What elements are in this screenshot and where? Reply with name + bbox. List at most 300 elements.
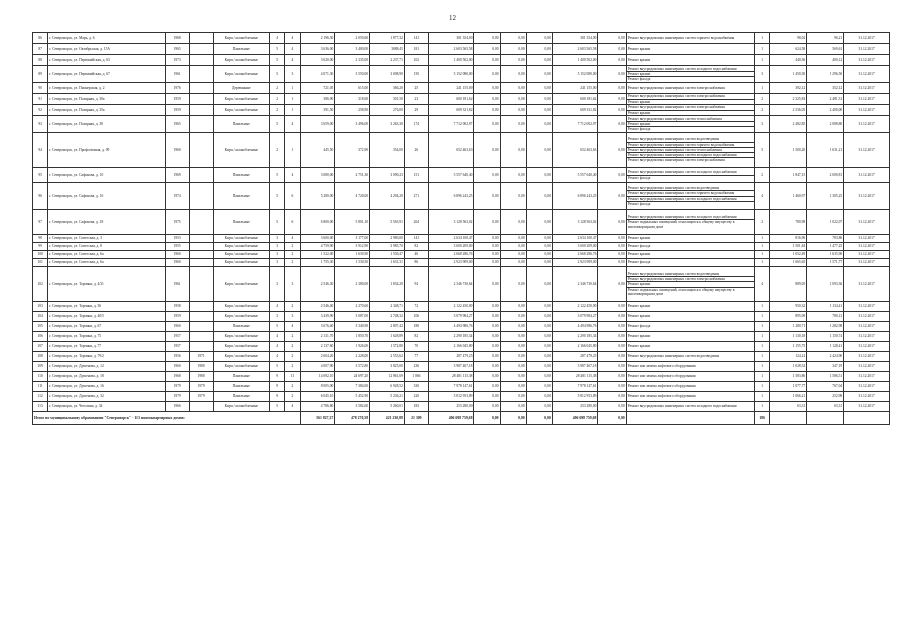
total-cost: 609 331,82 <box>428 105 474 116</box>
works-list <box>626 372 754 382</box>
residents: 82 <box>404 243 428 251</box>
table-row <box>33 259 890 267</box>
residents: 183 <box>404 402 428 412</box>
fund-cost: 0,00 <box>474 259 500 267</box>
unit-cost-1: 392,12 <box>770 83 807 94</box>
works-count: 1 <box>755 362 770 372</box>
fund-cost: 0,00 <box>474 312 500 322</box>
municipal-cost: 0,00 <box>526 235 552 243</box>
works-count: 1 <box>755 332 770 342</box>
municipal-cost: 0,00 <box>526 83 552 94</box>
table-row <box>33 183 890 210</box>
wall-material: Кирп./ шлакоблочные <box>213 33 270 44</box>
address: г. Североморск, ул. Сафонова, д. 18 <box>48 210 165 235</box>
other-cost: 0,00 <box>598 372 626 382</box>
works-list <box>626 342 754 352</box>
total-cost: 5 812 953,89 <box>428 392 474 402</box>
total-cost: 3 600 209,00 <box>428 243 474 251</box>
regional-cost: 0,00 <box>500 352 526 362</box>
unit-cost-1: 1 665,65 <box>770 259 807 267</box>
living-area: 5 801,10 <box>335 210 370 235</box>
total-cost: 2 603 565,58 <box>428 44 474 55</box>
fund-cost: 0,00 <box>474 392 500 402</box>
residents: 40 <box>404 251 428 259</box>
unit-cost-2: 347,19 <box>807 362 844 372</box>
build-year: 1957 <box>165 342 189 352</box>
living-area: 3 087,00 <box>335 312 370 322</box>
row-number: 99 <box>33 243 48 251</box>
living-area: 1 850,70 <box>335 332 370 342</box>
owners-cost: 5 812 953,89 <box>552 392 598 402</box>
wall-material: Деревянные <box>213 83 270 94</box>
table-row <box>33 267 890 302</box>
residents: 151 <box>404 168 428 183</box>
address: г. Североморск, ул. Марь, д. 6 <box>48 33 165 44</box>
municipal-cost: 0,00 <box>526 210 552 235</box>
row-number: 100 <box>33 251 48 259</box>
owners-cost: 652 463,63 <box>552 133 598 168</box>
residents: 174 <box>404 116 428 133</box>
total-area: 2 137,60 <box>300 342 335 352</box>
unit-cost-1: 440,56 <box>770 55 807 66</box>
private-area: 2 980,00 <box>370 235 405 243</box>
work-type: Ремонт фасада <box>627 175 651 180</box>
works-list <box>626 302 754 312</box>
floors: 4 <box>270 332 285 342</box>
work-type: Ремонт внутридомовых инженерных систем холодного водоснабжения <box>627 170 754 175</box>
row-number: 110 <box>33 372 48 382</box>
entrances: 2 <box>285 259 300 267</box>
other-cost: 0,00 <box>598 342 626 352</box>
work-type: Ремонт внутридомовых инженерных систем горячего водоснабжения <box>627 143 754 148</box>
work-type: Ремонт внутридомовых инженерных систем холодного водоснабжения <box>627 67 754 72</box>
work-type: Ремонт подвальных помещений, относящихся к общему имуществу в многоквартирном доме <box>627 220 735 229</box>
floors: 9 <box>270 372 285 382</box>
work-type: Ремонт крыши <box>627 314 651 319</box>
address: г. Североморск, ул. Торпина, д. 40/5 <box>48 312 165 322</box>
works-list <box>626 83 754 94</box>
unit-cost-1: 780,98 <box>770 210 807 235</box>
municipal-cost: 0,00 <box>526 94 552 105</box>
total-area: 3 439,90 <box>300 312 335 322</box>
unit-cost-2: 2 088,80 <box>807 116 844 133</box>
fund-cost: 0,00 <box>474 243 500 251</box>
regional-cost: 0,00 <box>500 55 526 66</box>
private-area: 301,50 <box>370 94 405 105</box>
work-type: Ремонт внутридомовых инженерных систем электроснабжения <box>627 94 754 99</box>
floors: 3 <box>270 312 285 322</box>
address: г. Североморск, ул. Душенова, д. 32 <box>48 392 165 402</box>
address: г. Североморск, ул. Полярная, д. 30а <box>48 94 165 105</box>
unit-empty-1 <box>770 412 807 425</box>
living-area: 615,00 <box>335 83 370 94</box>
residents: 29 <box>404 105 428 116</box>
date-empty <box>844 412 890 425</box>
renovation-year <box>189 342 213 352</box>
living-area: 7 384,00 <box>335 382 370 392</box>
total-cost: 4 494 986,76 <box>428 322 474 332</box>
works-count: 1 <box>755 312 770 322</box>
municipal-cost: 0,00 <box>526 168 552 183</box>
total-cost: 2 290 185,34 <box>428 332 474 342</box>
residents: 1 066 <box>404 372 428 382</box>
address: г. Североморск, ул. Первомайская, д. 67 <box>48 66 165 83</box>
regional-cost: 0,00 <box>500 259 526 267</box>
other-cost: 0,00 <box>598 168 626 183</box>
table-row <box>33 382 890 392</box>
unit-cost-2: 2 000,81 <box>807 168 844 183</box>
total-area: 2 546,40 <box>300 302 335 312</box>
works-count: 1 <box>755 352 770 362</box>
unit-cost-1: 1 280,71 <box>770 322 807 332</box>
row-number: 105 <box>33 322 48 332</box>
work-type: Ремонт фасада <box>627 201 651 206</box>
work-type: Ремонт крыши <box>627 122 754 127</box>
work-type: Ремонт крыши <box>627 99 651 104</box>
regional-cost: 0,00 <box>500 267 526 302</box>
entrances: 4 <box>285 402 300 412</box>
living-area: 2 270,60 <box>335 302 370 312</box>
table-row <box>33 392 890 402</box>
works-count: 1 <box>755 322 770 332</box>
owners-cost: 2 923 909,00 <box>552 259 598 267</box>
municipal-cost: 0,00 <box>526 259 552 267</box>
renovation-year <box>189 33 213 44</box>
entrances: 6 <box>285 210 300 235</box>
total-area-sum: 561 827,27 <box>300 412 335 425</box>
floors: 5 <box>270 66 285 83</box>
living-area: 5 452,90 <box>335 392 370 402</box>
regional-cost: 0,00 <box>500 322 526 332</box>
total-cost-sum: 406 698 759,68 <box>428 412 474 425</box>
unit-cost-2: 63,31 <box>807 402 844 412</box>
work-type: Ремонт крыши <box>627 304 651 309</box>
wall-material: Панельные <box>213 392 270 402</box>
other-cost: 0,00 <box>598 55 626 66</box>
work-type: Ремонт фасада <box>627 260 651 265</box>
fund-cost: 0,00 <box>474 382 500 392</box>
owners-cost: 5 152 080,00 <box>552 66 598 83</box>
living-area: 3 912,90 <box>335 243 370 251</box>
total-cost: 5 557 640,40 <box>428 168 474 183</box>
table-row <box>33 332 890 342</box>
municipal-cost: 0,00 <box>526 105 552 116</box>
build-year: 1960 <box>165 322 189 332</box>
private-area: 1 877,32 <box>370 33 405 44</box>
address: г. Североморск, ул. Душенова, д. 18 <box>48 372 165 382</box>
unit-cost-1: 98,02 <box>770 33 807 44</box>
build-year: 1975 <box>165 210 189 235</box>
address: г. Североморск, ул. Советская, д. 6а <box>48 259 165 267</box>
other-cost: 0,00 <box>598 332 626 342</box>
works-list <box>626 168 754 183</box>
unit-cost-1: 816,96 <box>770 235 807 243</box>
address: г. Североморск, ул. Сафонова, д. 16 <box>48 183 165 210</box>
regional-cost: 0,00 <box>500 66 526 83</box>
floors: 4 <box>270 302 285 312</box>
owners-cost: 3 128 563,02 <box>552 210 598 235</box>
fund-cost: 0,00 <box>474 168 500 183</box>
residents: 23 <box>404 94 428 105</box>
works-list <box>626 94 754 105</box>
unit-cost-2: 2 400,00 <box>807 105 844 116</box>
completion-date: 31.12.2017 <box>844 168 890 183</box>
row-number: 86 <box>33 33 48 44</box>
unit-cost-1: 2 325,83 <box>770 94 807 105</box>
renovation-year <box>189 322 213 332</box>
row-number: 88 <box>33 55 48 66</box>
living-area: 24 697,20 <box>335 372 370 382</box>
completion-date: 31.12.2017 <box>844 392 890 402</box>
residents: 102 <box>404 55 428 66</box>
other-cost: 0,00 <box>598 402 626 412</box>
renovation-year: 1980 <box>189 362 213 372</box>
works-count: 1 <box>755 83 770 94</box>
unit-cost-2: 1 022,07 <box>807 210 844 235</box>
renovation-year <box>189 116 213 133</box>
entrances: 1 <box>285 94 300 105</box>
total-cost: 600 181,62 <box>428 94 474 105</box>
completion-date: 31.12.2017 <box>844 302 890 312</box>
works-list <box>626 210 754 235</box>
fund-cost: 0,00 <box>474 235 500 243</box>
total-area: 4 007,90 <box>300 362 335 372</box>
fund-cost: 0,00 <box>474 133 500 168</box>
address: г. Североморск, ул. Первомайская, д. 63 <box>48 55 165 66</box>
entrances: 2 <box>285 392 300 402</box>
wall-material: Кирп./ шлакоблочные <box>213 243 270 251</box>
unit-cost-2: 352,12 <box>807 83 844 94</box>
municipal-cost: 0,00 <box>526 66 552 83</box>
municipal-cost: 0,00 <box>526 251 552 259</box>
address: г. Североморск, ул. Советская, д. 6а <box>48 251 165 259</box>
owners-cost: 3 079 984,27 <box>552 312 598 322</box>
build-year: 1959 <box>165 312 189 322</box>
works-count: 2 <box>755 210 770 235</box>
municipal-cost: 0,00 <box>526 342 552 352</box>
living-area: 2 228,00 <box>335 352 370 362</box>
private-area: 1 530,47 <box>370 251 405 259</box>
table-row <box>33 116 890 133</box>
completion-date: 31.12.2017 <box>844 235 890 243</box>
table-row <box>33 66 890 83</box>
unit-cost-1: 1 077,77 <box>770 382 807 392</box>
row-number: 104 <box>33 312 48 322</box>
works-list <box>626 105 754 116</box>
total-cost: 2 166 045,80 <box>428 342 474 352</box>
floors: 5 <box>270 55 285 66</box>
total-cost: 7 712 002,97 <box>428 116 474 133</box>
entrances: 4 <box>285 322 300 332</box>
floors: 9 <box>270 382 285 392</box>
private-area: 354,00 <box>370 133 405 168</box>
row-number: 109 <box>33 362 48 372</box>
owners-cost: 600 181,62 <box>552 94 598 105</box>
unit-cost-2: 1 305,25 <box>807 183 844 210</box>
table-row <box>33 83 890 94</box>
renovation-year <box>189 133 213 168</box>
renovation-year <box>189 66 213 83</box>
row-number: 91 <box>33 94 48 105</box>
living-area: 3 582,60 <box>335 402 370 412</box>
build-year: 1976 <box>165 83 189 94</box>
total-area: 3 676,40 <box>300 322 335 332</box>
other-cost: 0,00 <box>598 235 626 243</box>
residents: 271 <box>404 183 428 210</box>
row-number: 98 <box>33 235 48 243</box>
private-area-sum: 421 230,89 <box>370 412 405 425</box>
table-row <box>33 322 890 332</box>
other-cost: 0,00 <box>598 210 626 235</box>
regional-cost: 0,00 <box>500 83 526 94</box>
works-count: 1 <box>755 302 770 312</box>
entrances: 2 <box>285 352 300 362</box>
living-area: 1 530,50 <box>335 259 370 267</box>
address: г. Североморск, ул. Торпина, д. 4/31 <box>48 267 165 302</box>
owners-cost: 2 634 100,47 <box>552 235 598 243</box>
row-number: 96 <box>33 183 48 210</box>
works-list <box>626 133 754 168</box>
renovation-year: 1980 <box>189 372 213 382</box>
unit-cost-2: 2 481,31 <box>807 94 844 105</box>
entrances: 6 <box>285 183 300 210</box>
regional-cost: 0,00 <box>500 168 526 183</box>
total-area: 14 692,10 <box>300 372 335 382</box>
residents: 106 <box>404 312 428 322</box>
completion-date: 31.12.2017 <box>844 352 890 362</box>
unit-cost-2: 1 093,36 <box>807 267 844 302</box>
other-cost: 0,00 <box>598 105 626 116</box>
total-area: 5 280,00 <box>300 183 335 210</box>
fund-cost-sum: 0,00 <box>474 412 500 425</box>
total-area: 6 045,10 <box>300 392 335 402</box>
private-area: 6 928,52 <box>370 382 405 392</box>
owners-cost: 2 603 565,58 <box>552 44 598 55</box>
residents: 330 <box>404 382 428 392</box>
unit-cost-2: 1 631,21 <box>807 133 844 168</box>
address: г. Североморск, ул. Торпина, д. 77 <box>48 342 165 352</box>
completion-date: 31.12.2017 <box>844 267 890 302</box>
works-empty <box>626 412 754 425</box>
build-year: 1960 <box>165 362 189 372</box>
owners-cost: 4 494 986,76 <box>552 322 598 332</box>
build-year: 1974 <box>165 183 189 210</box>
living-area: 4 720,00 <box>335 183 370 210</box>
row-number: 106 <box>33 332 48 342</box>
owners-cost: 287 479,25 <box>552 352 598 362</box>
other-cost: 0,00 <box>598 322 626 332</box>
completion-date: 31.12.2017 <box>844 44 890 55</box>
total-cost: 3 128 563,02 <box>428 210 474 235</box>
municipal-cost: 0,00 <box>526 33 552 44</box>
address: г. Североморск, ул. Полярная, д. 38 <box>48 116 165 133</box>
row-number: 111 <box>33 382 48 392</box>
renovation-year <box>189 183 213 210</box>
residents: 264 <box>404 210 428 235</box>
row-number: 92 <box>33 105 48 116</box>
renovation-year <box>189 312 213 322</box>
table-row <box>33 105 890 116</box>
owners-cost: 6 896 243,25 <box>552 183 598 210</box>
owners-cost: 3 600 209,00 <box>552 243 598 251</box>
living-area: 1 630,90 <box>335 251 370 259</box>
entrances: 4 <box>285 168 300 183</box>
completion-date: 31.12.2017 <box>844 94 890 105</box>
municipal-cost: 0,00 <box>526 332 552 342</box>
table-row <box>33 94 890 105</box>
entrances: 3 <box>285 312 300 322</box>
residents: 141 <box>404 235 428 243</box>
total-area: 1 522,00 <box>300 251 335 259</box>
build-year: 1958 <box>165 302 189 312</box>
regional-cost: 0,00 <box>500 116 526 133</box>
works-count: 1 <box>755 235 770 243</box>
other-cost: 0,00 <box>598 362 626 372</box>
other-cost: 0,00 <box>598 302 626 312</box>
municipal-cost: 0,00 <box>526 55 552 66</box>
living-area-sum: 478 270,58 <box>335 412 370 425</box>
municipal-cost: 0,00 <box>526 372 552 382</box>
unit-cost-2: 1 477,25 <box>807 243 844 251</box>
municipal-cost: 0,00 <box>526 392 552 402</box>
wall-material: Кирп./ шлакоблочные <box>213 66 270 83</box>
work-type: Ремонт крыши <box>627 334 651 339</box>
entrances: 2 <box>285 332 300 342</box>
address: г. Североморск, ул. Сафонова, д. 10 <box>48 168 165 183</box>
fund-cost: 0,00 <box>474 183 500 210</box>
residents: 181 <box>404 44 428 55</box>
regional-cost: 0,00 <box>500 183 526 210</box>
municipal-cost: 0,00 <box>526 183 552 210</box>
build-year: 1969 <box>165 168 189 183</box>
build-year: 1979 <box>165 392 189 402</box>
completion-date: 31.12.2017 <box>844 372 890 382</box>
works-list <box>626 183 754 210</box>
other-cost: 0,00 <box>598 312 626 322</box>
address: г. Североморск, ул. Торпина, д. 75 <box>48 332 165 342</box>
works-count: 1 <box>755 382 770 392</box>
build-year: 1960 <box>165 133 189 168</box>
table-row <box>33 372 890 382</box>
unit-cost-1: 63,31 <box>770 402 807 412</box>
total-area: 386,90 <box>300 94 335 105</box>
total-area: 6 800,00 <box>300 210 335 235</box>
build-year: 1979 <box>165 382 189 392</box>
private-area: 276,00 <box>370 105 405 116</box>
completion-date: 31.12.2017 <box>844 312 890 322</box>
floors: 3 <box>270 243 285 251</box>
floors: 9 <box>270 392 285 402</box>
municipal-cost: 0,00 <box>526 312 552 322</box>
works-list <box>626 235 754 243</box>
row-number: 102 <box>33 267 48 302</box>
owners-cost: 7 978 147,61 <box>552 382 598 392</box>
entrances: 2 <box>285 342 300 352</box>
living-area: 2 335,00 <box>335 55 370 66</box>
build-year: 1973 <box>165 55 189 66</box>
living-area: 3 572,80 <box>335 362 370 372</box>
entrances: 2 <box>285 382 300 392</box>
renovation-year: 1979 <box>189 382 213 392</box>
fund-cost: 0,00 <box>474 94 500 105</box>
row-number: 101 <box>33 259 48 267</box>
row-number: 90 <box>33 83 48 94</box>
regional-cost: 0,00 <box>500 312 526 322</box>
private-area: 1 572,80 <box>370 342 405 352</box>
build-year: 1953 <box>165 235 189 243</box>
row-number: 89 <box>33 66 48 83</box>
floors: 2 <box>270 94 285 105</box>
